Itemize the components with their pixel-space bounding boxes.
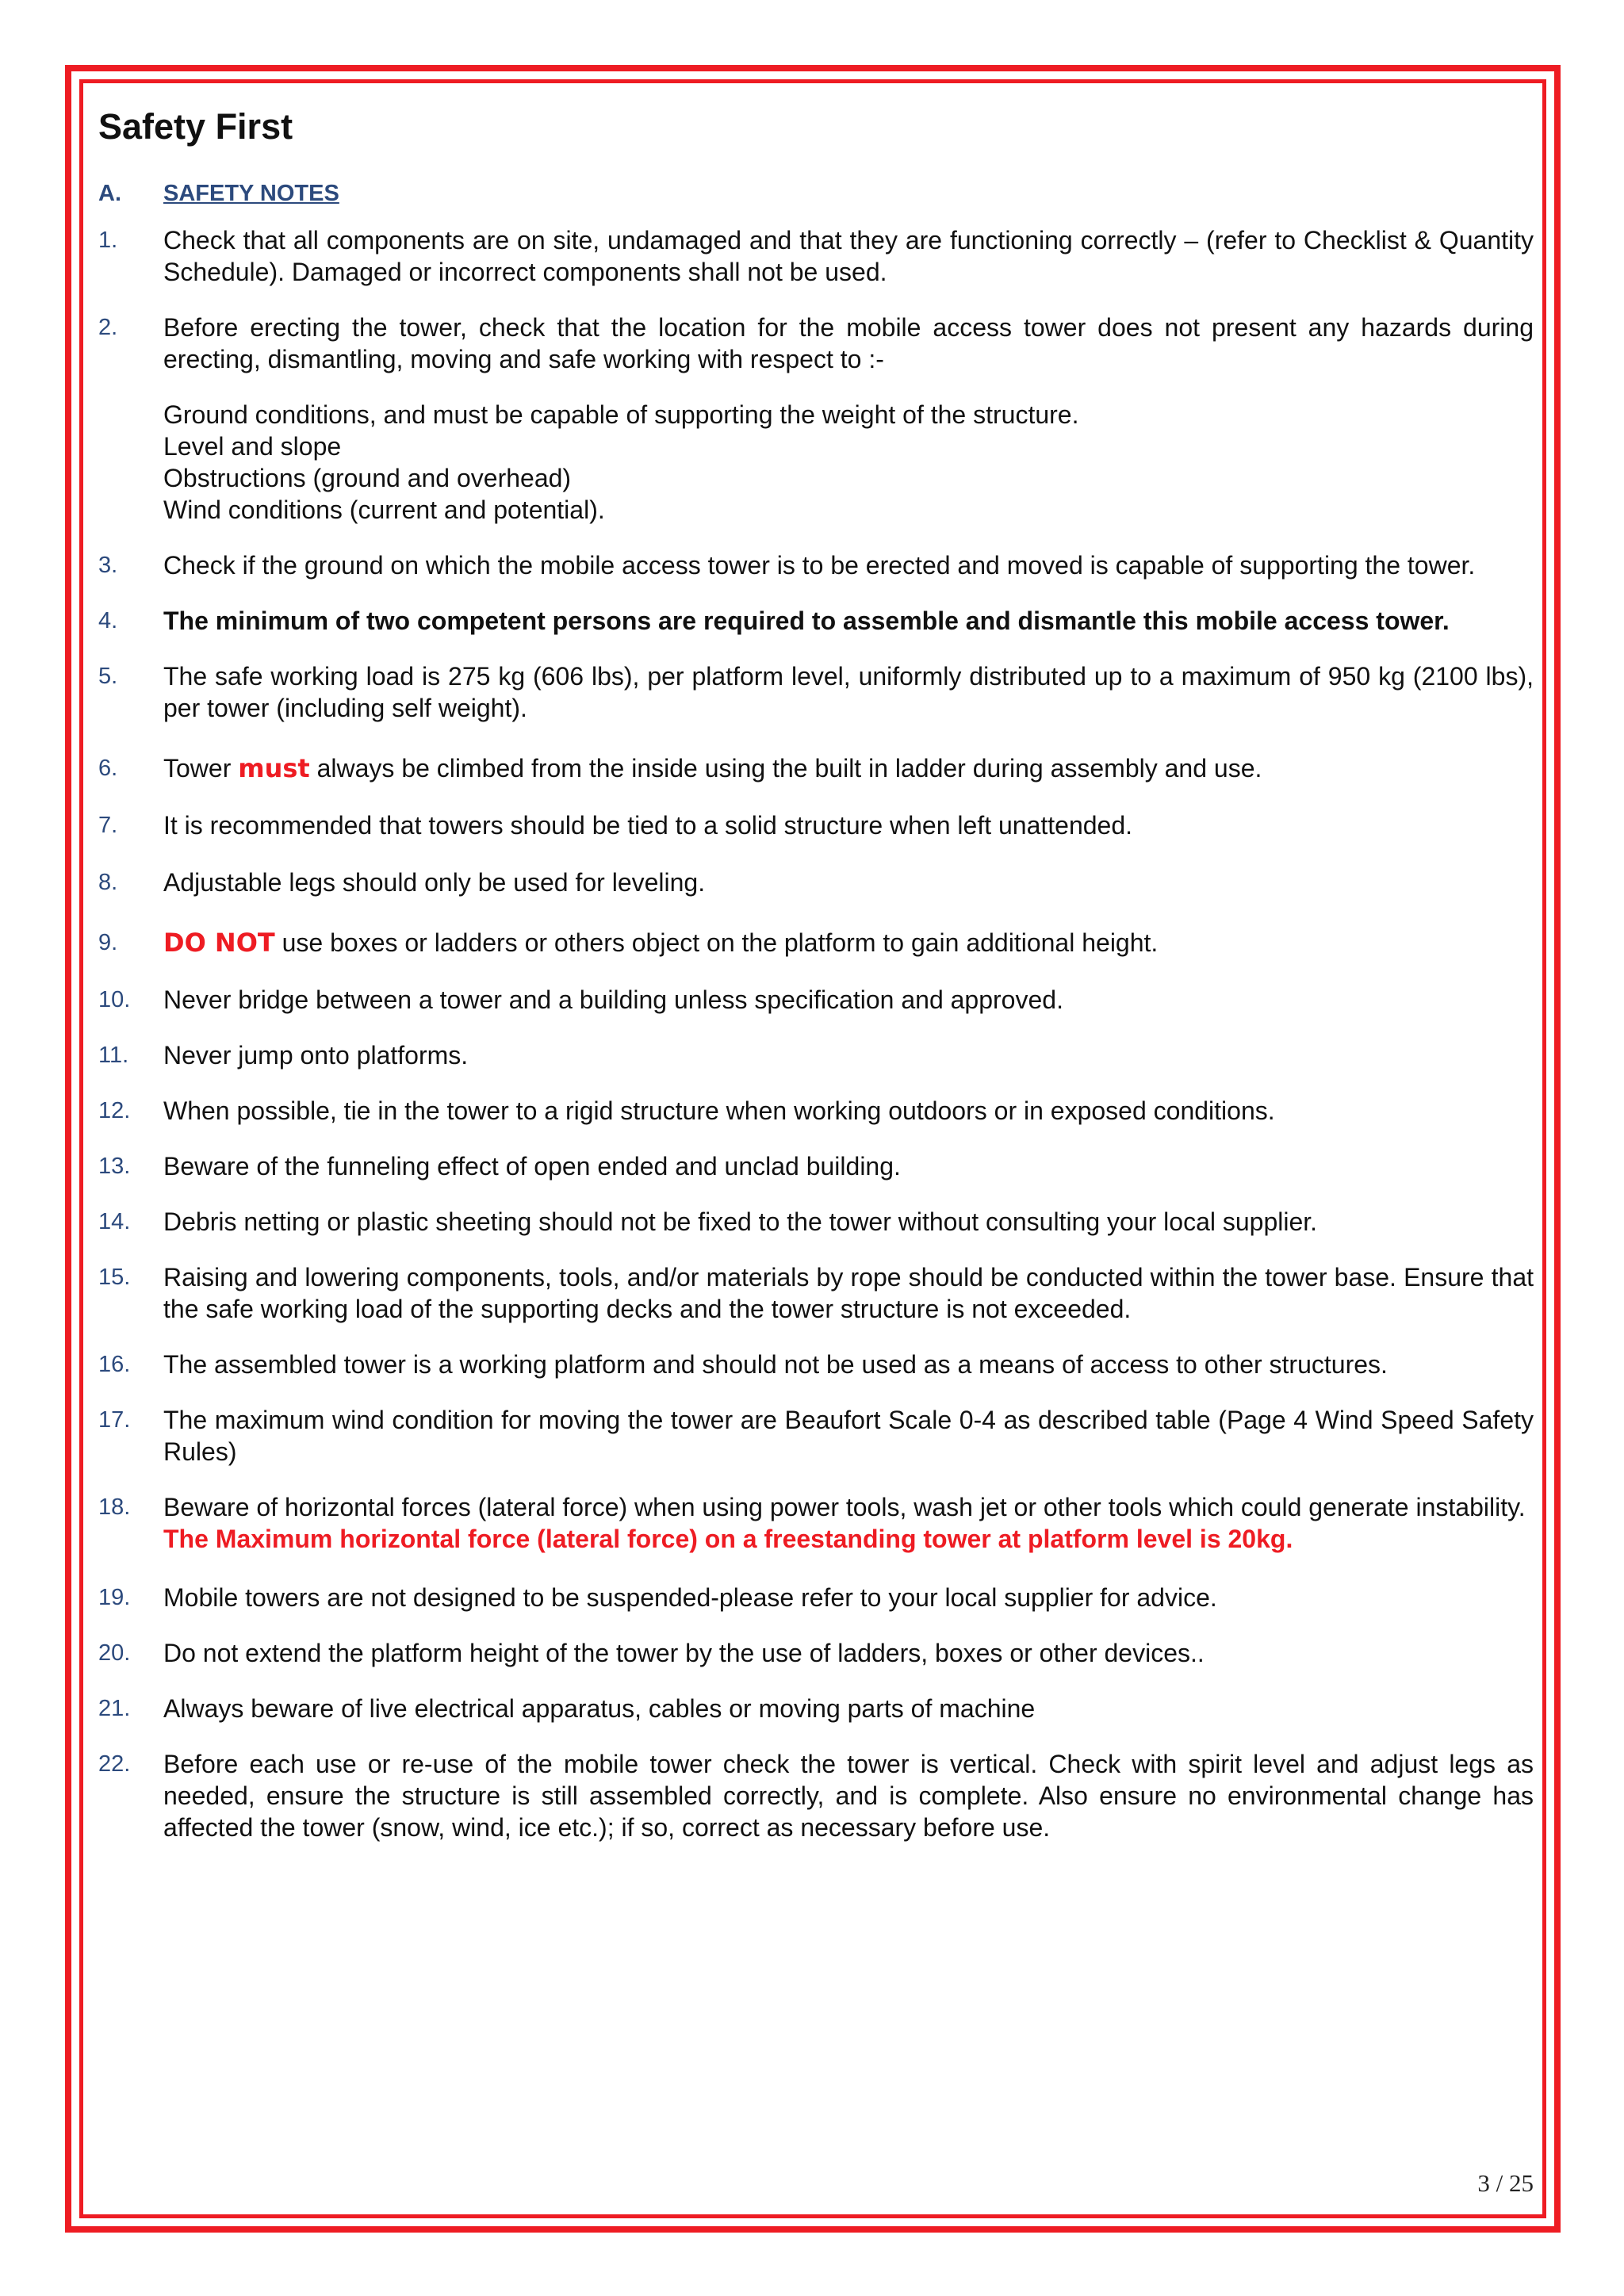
item-number: 18. — [98, 1494, 131, 1520]
item-text: Do not extend the platform height of the tower by the use of ladders, boxes or other devices.. — [163, 1639, 1205, 1667]
item-number: 5. — [98, 664, 118, 689]
list-item — [98, 1582, 1534, 1613]
condition-line: Level and slope — [163, 432, 342, 461]
list-item — [98, 1261, 1534, 1325]
text-run: use boxes or ladders or others object on the platform to gain additional height. — [274, 928, 1159, 957]
list-item — [98, 1206, 1534, 1238]
item-text — [163, 927, 1534, 959]
list-item — [98, 1150, 1534, 1182]
text-run: Beware of horizontal forces (lateral force) when using power tools, wash jet or other tools which could generate instability. — [163, 1493, 1526, 1521]
list-item — [98, 1491, 1534, 1555]
item-text: Never jump onto platforms. — [163, 1041, 469, 1070]
item-number: 6. — [98, 756, 118, 781]
item-number: 1. — [98, 228, 118, 253]
item-text: The minimum of two competent persons are required to assemble and dismantle this mobile access tower. — [163, 607, 1450, 635]
list-item — [98, 927, 1534, 959]
item-number: 3. — [98, 553, 118, 578]
item-text: Before erecting the tower, check that the location for the mobile access tower does not present any hazards during erecting, dismantling, moving and safe working with respect to :- — [163, 313, 1534, 373]
item-number: 8. — [98, 870, 118, 895]
list-item — [98, 1748, 1534, 1843]
text-run: always be climbed from the inside using the built in ladder during assembly and use. — [309, 754, 1262, 783]
item-text: Check if the ground on which the mobile access tower is to be erected and moved is capable of supporting the tower. — [163, 551, 1476, 580]
item-text: Beware of the funneling effect of open ended and unclad building. — [163, 1152, 901, 1181]
page-title: Safety First — [98, 106, 293, 147]
list-item — [98, 1349, 1534, 1380]
condition-line: Ground conditions, and must be capable of supporting the weight of the structure. — [163, 400, 1079, 429]
conditions-list — [163, 399, 1534, 526]
lateral-force-warning: The Maximum horizontal force (lateral force) on a freestanding tower at platform level is 20kg. — [163, 1525, 1293, 1553]
document-body — [98, 95, 1534, 1843]
item-text: When possible, tie in the tower to a rigid structure when working outdoors or in exposed conditions. — [163, 1096, 1275, 1125]
item-number: 14. — [98, 1209, 131, 1234]
item-text: Never bridge between a tower and a building unless specification and approved. — [163, 985, 1063, 1014]
item-number: 2. — [98, 315, 118, 340]
item-text: Check that all components are on site, undamaged and that they are functioning correctly – (refer to Checklist & Quantity Schedule). Damaged or incorrect components shall not be used. — [163, 226, 1534, 286]
item-text — [163, 752, 1534, 784]
section-title: SAFETY NOTES — [163, 181, 339, 206]
condition-line: Wind conditions (current and potential). — [163, 496, 605, 524]
list-item — [98, 1404, 1534, 1468]
page-number: 3 / 25 — [1477, 2169, 1534, 2197]
item-text: Before each use or re-use of the mobile tower check the tower is vertical. Check with spirit level and adjust legs as needed, ensure the structure is still assembled correctly, and is complete. Also ensure no environmental change has affected the tower (snow, wind, ice etc.); if so, correct as necessary before use. — [163, 1750, 1534, 1842]
item-text: The maximum wind condition for moving the tower are Beaufort Scale 0-4 as described table (Page 4 Wind Speed Safety Rules) — [163, 1406, 1534, 1466]
item-number: 13. — [98, 1154, 131, 1179]
list-item — [98, 1095, 1534, 1127]
item-text: Raising and lowering components, tools, and/or materials by rope should be conducted within the tower base. Ensure that the safe working load of the supporting decks and the tower structure is not exceeded. — [163, 1263, 1534, 1323]
list-item — [98, 984, 1534, 1016]
item-number: 9. — [98, 930, 118, 955]
emphasis-must: must — [238, 753, 310, 783]
list-item — [98, 1039, 1534, 1071]
item-text: Adjustable legs should only be used for leveling. — [163, 868, 706, 897]
item-text: It is recommended that towers should be tied to a solid structure when left unattended. — [163, 811, 1133, 840]
item-text: The assembled tower is a working platform and should not be used as a means of access to other structures. — [163, 1350, 1388, 1379]
list-item — [98, 549, 1534, 581]
section-heading — [98, 181, 1534, 207]
list-item — [98, 605, 1534, 637]
item-number: 12. — [98, 1098, 131, 1123]
list-item — [98, 224, 1534, 288]
text-run: Tower — [163, 754, 239, 783]
item-number: 15. — [98, 1265, 131, 1290]
list-item — [98, 312, 1534, 375]
item-text: Mobile towers are not designed to be suspended-please refer to your local supplier for advice. — [163, 1583, 1217, 1612]
list-item — [98, 752, 1534, 784]
item-number: 16. — [98, 1352, 131, 1377]
item-number: 7. — [98, 813, 118, 838]
item-text: Debris netting or plastic sheeting should not be fixed to the tower without consulting your local supplier. — [163, 1207, 1318, 1236]
item-number: 22. — [98, 1751, 131, 1777]
list-item — [98, 660, 1534, 724]
section-letter: A. — [98, 181, 121, 206]
item-number: 4. — [98, 608, 118, 633]
item-number: 10. — [98, 987, 131, 1012]
item-text: The safe working load is 275 kg (606 lbs), per platform level, uniformly distributed up to a maximum of 950 kg (2100 lbs), per tower (including self weight). — [163, 662, 1534, 722]
list-item — [98, 867, 1534, 898]
item-text: Always beware of live electrical apparatus, cables or moving parts of machine — [163, 1694, 1036, 1723]
item-number: 17. — [98, 1407, 131, 1433]
list-item — [98, 1637, 1534, 1669]
condition-line: Obstructions (ground and overhead) — [163, 464, 572, 492]
item-number: 19. — [98, 1585, 131, 1610]
item-text — [163, 1491, 1534, 1555]
item-number: 21. — [98, 1696, 131, 1721]
item-number: 20. — [98, 1640, 131, 1666]
list-item — [98, 809, 1534, 841]
list-item — [98, 1693, 1534, 1724]
item-number: 11. — [98, 1043, 129, 1068]
emphasis-do-not: DO NOT — [163, 928, 275, 958]
